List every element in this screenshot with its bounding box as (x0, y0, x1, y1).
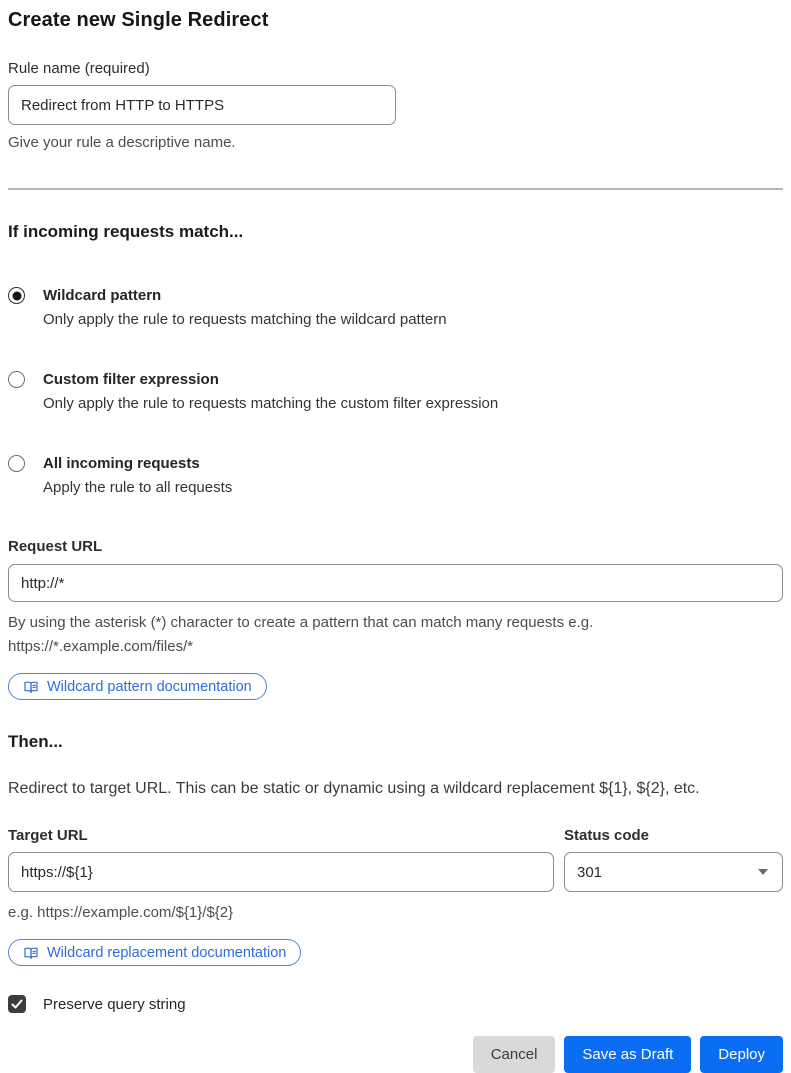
request-url-field (8, 537, 783, 700)
page-title: Create new Single Redirect (8, 9, 269, 31)
request-url-input[interactable] (8, 564, 783, 602)
radio-description: Only apply the rule to requests matching the wildcard pattern (43, 311, 447, 328)
radio-description: Only apply the rule to requests matching the custom filter expression (43, 395, 499, 412)
then-description: Redirect to target URL. This can be static or dynamic using a wildcard replacement ${1}, ${2}, etc. (8, 780, 700, 797)
request-url-help-line-1: By using the asterisk (*) character to create a pattern that can match many requests e.g. (8, 614, 594, 631)
status-code-label: Status code (564, 827, 650, 844)
radio-option-all-incoming-requests[interactable] (8, 453, 783, 499)
radio-description: Apply the rule to all requests (43, 479, 233, 496)
radio-option-wildcard-pattern[interactable] (8, 285, 783, 331)
target-and-status-row (8, 826, 783, 892)
status-code-select[interactable] (564, 852, 783, 892)
book-open-icon (23, 679, 39, 695)
radio-selected-icon[interactable] (8, 287, 25, 304)
request-url-help-line-2: https://*.example.com/files/* (8, 638, 194, 655)
preserve-query-string-option[interactable] (8, 995, 783, 1013)
footer-actions (8, 1036, 783, 1073)
radio-label: All incoming requests (43, 455, 200, 472)
target-url-label: Target URL (8, 827, 88, 844)
wildcard-replacement-docs-button[interactable] (8, 939, 301, 966)
radio-label: Wildcard pattern (43, 287, 162, 304)
radio-unselected-icon[interactable] (8, 371, 25, 388)
rule-name-help: Give your rule a descriptive name. (8, 134, 236, 151)
request-url-label: Request URL (8, 538, 103, 555)
status-code-selected-value: 301 (577, 863, 603, 881)
target-url-input[interactable] (8, 852, 554, 892)
then-section-heading: Then... (8, 732, 63, 751)
wildcard-pattern-docs-label: Wildcard pattern documentation (47, 678, 252, 695)
rule-name-label: Rule name (required) (8, 60, 150, 77)
preserve-query-string-label: Preserve query string (43, 995, 186, 1013)
deploy-button[interactable]: Deploy (700, 1036, 783, 1073)
book-open-icon (23, 945, 39, 961)
target-url-field (8, 826, 554, 892)
status-code-field (564, 826, 783, 892)
radio-option-custom-filter-expression[interactable] (8, 369, 783, 415)
request-url-help (8, 611, 783, 659)
target-url-help: e.g. https://example.com/${1}/${2} (8, 904, 234, 921)
radio-unselected-icon[interactable] (8, 455, 25, 472)
section-divider (8, 188, 783, 190)
radio-label: Custom filter expression (43, 371, 219, 388)
chevron-down-icon (758, 869, 768, 875)
wildcard-replacement-docs-label: Wildcard replacement documentation (47, 944, 287, 961)
checkbox-checked-icon[interactable] (8, 995, 26, 1013)
rule-name-input[interactable] (8, 85, 396, 125)
rule-name-field (8, 59, 783, 155)
match-type-radio-group (8, 285, 783, 499)
cancel-button[interactable]: Cancel (473, 1036, 556, 1073)
match-section-heading: If incoming requests match... (8, 222, 244, 241)
save-as-draft-button[interactable]: Save as Draft (564, 1036, 691, 1073)
wildcard-pattern-docs-button[interactable] (8, 673, 267, 700)
